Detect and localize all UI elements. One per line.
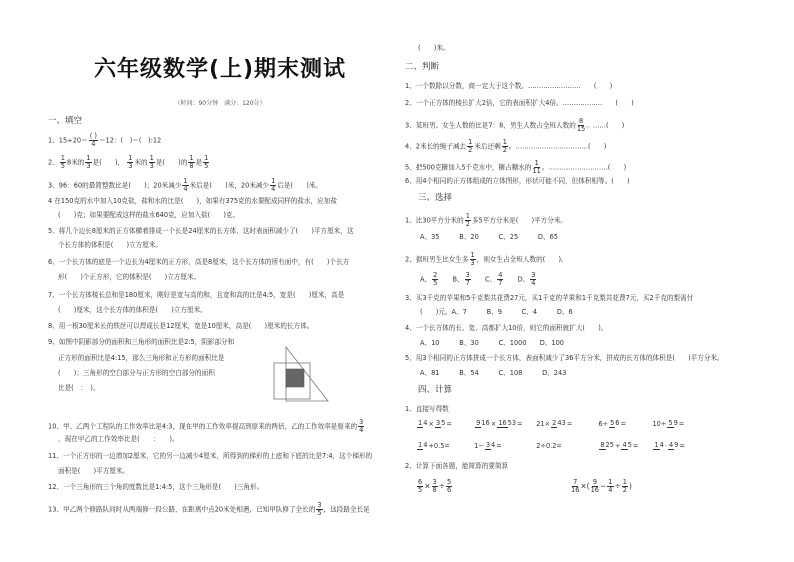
choose-q2-options: A、 $\frac{2}{5}$ B、 $\frac{3}{7}$ C、 $\frac{4}{7}$ D、 $\frac{3}{4}$ (420, 271, 536, 287)
fill-q13-line2: ( )米。 (418, 44, 450, 52)
fill-q6-line1: 6、一个长方体的底是一个边长为4厘米的正方形，高是8厘米，这个长方体的所有面中，有( )个长方 (48, 258, 350, 266)
fill-q11-line1: 11、一个正方形的一边增加2厘米，它的另一边减少4厘米，所得到的梯形的上底和下底的比是7:4，这个梯形的 (48, 452, 373, 460)
fill-q10-line2: ，现在甲乙的工作效率比是( ： )。 (58, 435, 179, 443)
fill-q4-line2: ( )克；如果要配成这样的盐水640克，应加入盐( )克。 (58, 211, 240, 219)
choose-q1: 1、比30平方分米的 $\frac{1}{2}$ 多5平方分米是( )平方分米。 (405, 212, 568, 228)
fill-q10-line1: 10、甲、乙两个工程队的工作效率比是4:3，现在甲的工作效率提高到原来的两倍，乙的工作效率是原来的 $\frac{3}{4}$ (48, 418, 364, 434)
fill-q4-line1: 4 在150克的水中加入10克盐，盐和水的比是( )，如果有375克的水要配成同样的盐水，应加盐 (48, 197, 337, 205)
section-calc-heading: 四、计算 (418, 385, 453, 395)
choose-q2: 2、据班男生比女生多 $\frac{1}{3}$ ，则女生占全班人数的( )。 (405, 251, 568, 267)
fill-q5-line2: 个长方体的体积是( )立方厘米。 (58, 241, 163, 249)
fill-q1: 1、15÷20＝ $\frac{( )}{4}$ ＝12：( )＝( ):12 (48, 132, 162, 148)
judge-q2: 2、一个正方体的棱长扩大2倍，它的表面积扩大4倍。……………… ( ) (405, 99, 634, 107)
fill-q7-line2: ( )厘米，这个长方体的体积是( )立方厘米。 (58, 306, 207, 314)
fill-q13-line1: 13、甲乙两个修路队同时从两端修一段公路，在距离中点20米处相遇，已知甲队修了全长的 $\frac{3}{5}$ ，这段路全长是 (48, 501, 370, 517)
choose-q5-options: A、81 B、54 C、108 D、243 (420, 369, 567, 377)
choose-q4-options: A、10 B、30 C、1000 D、100 (420, 339, 564, 347)
section-choose-heading: 三、选择 (418, 193, 453, 203)
page-title: 六年级数学(上)期末测试 (93, 57, 347, 82)
judge-q1: 1、一个数除以分数，商一定大于这个数。…………………… ( ) (405, 82, 613, 90)
fill-q9-line1: 9、如图中阴影部分的面积和三角形的面积比是2:5，阴影部分和 (48, 338, 235, 346)
fill-q6-line2: 形( )个正方形，它的体积是( )立方厘米。 (58, 273, 201, 281)
fill-q9-line2: 正方形的面积比是4:15，那么三角形和正方形的面积比是 (58, 354, 225, 362)
calc-simplify-heading: 2、计算下面各题，能简算的要简算 (405, 462, 509, 470)
calc-row-1: 14× 35= 916× 1653= 21× 243= 6÷ 56= 10÷ 59= (418, 419, 685, 428)
judge-q3: 3、某班男、女生人数的比是7：8，男生人数占全班人数的 $\frac{8}{15}$ 。……( ) (405, 117, 625, 133)
judge-q4: 4、2米长的绳子减去 $\frac{1}{2}$ 米后还剩 $\frac{1}{2}$ 。……………………………( ) (405, 138, 607, 154)
fill-q7-line1: 7、一个长方体棱长总和是180厘米，刚好是宽与高的和，且宽和高的比是4:5，宽是( )厘米，高是 (48, 291, 345, 299)
fill-q11-line2: 面积是( )平方厘米。 (58, 467, 130, 475)
choose-q3-line2: ( )元。A、7 B、9 C、4 D、6 (420, 308, 573, 316)
calc-expression-2: $\frac{7}{16}$ ×( $\frac{9}{16}$ − $\frac{1}{4}$ ÷ $\frac{1}{2}$ ) (571, 478, 632, 494)
choose-q3-line1: 3、买3千克的苹果和5千克梨共花费27元，买1千克的苹果和1千克梨共花费7元，买2千克的梨需付 (405, 294, 694, 302)
fill-q3: 3、96：60的最简整数比是( )；20米减少 $\frac{1}{4}$ 米后是( )米，20米减少 $\frac{1}{4}$ 后是( )米。 (48, 177, 323, 193)
judge-q5: 5、把500克糖加入5千克水中，糖占糖水的 $\frac{1}{11}$ 。………………………( ) (405, 159, 627, 175)
fill-q9-line4: 比是( ： )。 (58, 384, 100, 392)
calc-expression-1: $\frac{6}{5}$ × $\frac{3}{8}$ ÷ $\frac{5}{6}$ (418, 478, 452, 494)
fill-q12: 12、一个三角形的三个角的度数比是1:4:5，这个三角形是( )三角形。 (48, 483, 264, 491)
page-subtitle: （时间：90分钟 满分：120分） (174, 100, 266, 107)
section-judge-heading: 二、判断 (405, 62, 440, 72)
calc-direct-heading: 1、直接写得数 (405, 405, 449, 413)
choose-q1-options: A、35 B、20 C、25 D、65 (420, 233, 558, 241)
calc-row-2: 14+0.5= 1− 34= 2÷0.2= 825÷ 45= 14· 49= (418, 441, 685, 450)
fill-q2: 2、 $\frac{1}{5}$ 8米的 $\frac{1}{3}$ 是( )， $\frac{1}{3}$ 米的 $\frac{1}{3}$ 是( )的 $\frac{1}{8}$ 是 $\frac{1}{5}$ (48, 154, 209, 170)
fill-q8: 8、用一根30厘米长的铁丝可以焊成长是12厘米，宽是10厘米，高是( )厘米的长方体。 (48, 322, 314, 330)
fill-q9-line3: ( )；三角形的空白部分与正方形的空白部分的面积 (58, 369, 215, 377)
judge-q6: 6、用4个相同的正方体组成的立体图形，形状可能不同，但体积相等。( ) (405, 177, 630, 185)
choose-q5: 5、用3个相同的正方体拼成一个长方体，表面积减少了36平方分米，拼成的长方体的体积是( )平方分米。 (405, 354, 724, 362)
choose-q4: 4、一个长方体的长、宽、高都扩大10倍，则它的面积就扩大( )。 (405, 324, 608, 332)
section-fill-heading: 一、填空 (48, 116, 83, 126)
triangle-square-figure (272, 345, 330, 403)
fill-q5-line1: 5、将几个边长8厘米的正方体横着排成一个长是24厘米的长方体，这时表面积减少了( )平方厘米，这 (48, 227, 354, 235)
